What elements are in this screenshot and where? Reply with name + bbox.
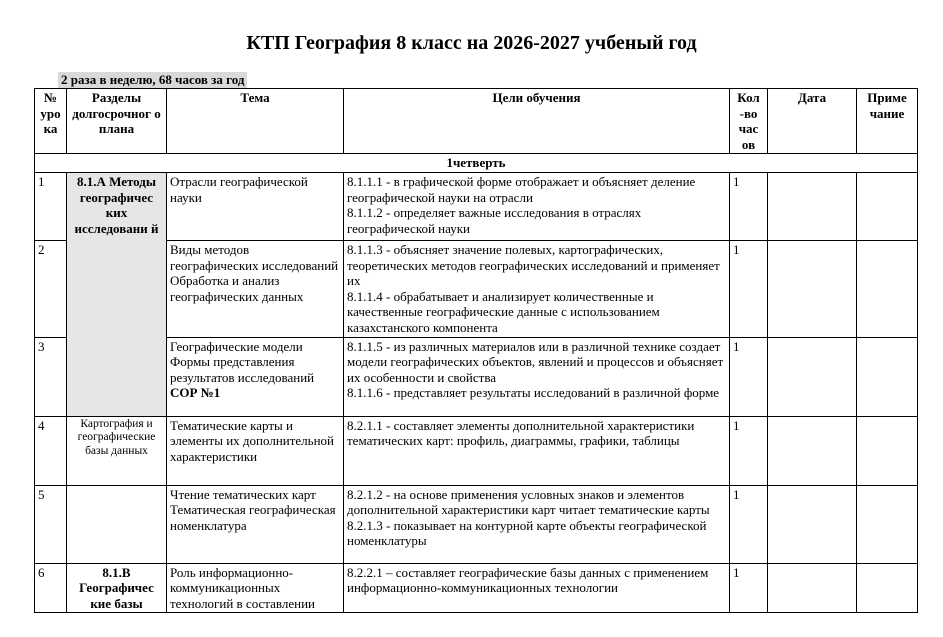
table-row bbox=[35, 563, 918, 613]
topic-text: Отрасли географической науки bbox=[170, 173, 308, 205]
header-lesson-number: № уро ка bbox=[35, 89, 67, 154]
topic-cell bbox=[167, 563, 344, 613]
note-cell bbox=[857, 240, 918, 337]
lesson-number: 3 bbox=[35, 337, 67, 416]
header-note: Приме чание bbox=[857, 89, 918, 154]
goals-cell: 8.1.1.3 - объясняет значение полевых, картографических, теоретических методов географических исследований и применяет их 8.1.1.4 - обрабатывает и анализирует количественные и качественные географические данные с использованием казахстанского компонента bbox=[344, 240, 730, 337]
topic-cell bbox=[167, 485, 344, 563]
hours-cell: 1 bbox=[730, 485, 768, 563]
hours-cell: 1 bbox=[730, 416, 768, 485]
table-row bbox=[35, 337, 918, 416]
note-cell bbox=[857, 563, 918, 613]
topic-text: Тематические карты и элементы их дополнительной характеристики bbox=[170, 417, 335, 464]
topic-cell bbox=[167, 337, 344, 416]
table-row bbox=[35, 416, 918, 485]
table-header-row bbox=[35, 89, 918, 154]
topic-text: Виды методов географических исследований Обработка и анализ географических данных bbox=[170, 241, 339, 304]
goals-cell: 8.1.1.1 - в графической форме отображает и объясняет деление географической науки на отрасли 8.1.1.2 - определяет важные исследования в отраслях географической науки bbox=[344, 172, 730, 240]
date-cell bbox=[768, 337, 857, 416]
section-cell: 8.1.А Методы географичес ких исследовани й bbox=[67, 172, 167, 416]
table-row bbox=[35, 485, 918, 563]
section-cell: 8.1.В Географичес кие базы bbox=[67, 563, 167, 613]
hours-cell: 1 bbox=[730, 172, 768, 240]
table-row bbox=[35, 172, 918, 240]
hours-per-week-note: 2 раза в неделю, 68 часов за год bbox=[58, 72, 247, 88]
quarter-row bbox=[35, 154, 918, 173]
note-cell bbox=[857, 172, 918, 240]
hours-cell: 1 bbox=[730, 240, 768, 337]
table-row bbox=[35, 240, 918, 337]
note-cell bbox=[857, 337, 918, 416]
topic-cell bbox=[167, 172, 344, 240]
section-cell: Картография и географические базы данных bbox=[67, 416, 167, 485]
goals-cell: 8.2.1.2 - на основе применения условных знаков и элементов дополнительной характеристики карт читает тематические карты 8.2.1.3 - показывает на контурной карте объекты географической номенклатуры bbox=[344, 485, 730, 563]
hours-cell: 1 bbox=[730, 563, 768, 613]
topic-text: Чтение тематических карт Тематическая географическая номенклатура bbox=[170, 486, 336, 533]
assessment-label: СОР №1 bbox=[170, 385, 221, 401]
header-section: Разделы долгосрочног о плана bbox=[67, 89, 167, 154]
header-date: Дата bbox=[768, 89, 857, 154]
date-cell bbox=[768, 240, 857, 337]
date-cell bbox=[768, 172, 857, 240]
hours-cell: 1 bbox=[730, 337, 768, 416]
lesson-number: 2 bbox=[35, 240, 67, 337]
quarter-label: 1четверть bbox=[35, 154, 918, 173]
topic-cell bbox=[167, 416, 344, 485]
lesson-plan-table bbox=[34, 88, 918, 613]
lesson-number: 6 bbox=[35, 563, 67, 613]
date-cell bbox=[768, 485, 857, 563]
goals-cell: 8.2.1.1 - составляет элементы дополнительной характеристики тематических карт: профиль, диаграммы, графики, таблицы bbox=[344, 416, 730, 485]
header-topic: Тема bbox=[167, 89, 344, 154]
note-cell bbox=[857, 416, 918, 485]
goals-cell: 8.2.2.1 – составляет географические базы данных с применением информационно-коммуникационных технологии bbox=[344, 563, 730, 613]
lesson-number: 4 bbox=[35, 416, 67, 485]
lesson-number: 5 bbox=[35, 485, 67, 563]
page-title: КТП География 8 класс на 2026-2027 учбеный год bbox=[246, 32, 697, 54]
topic-cell bbox=[167, 240, 344, 337]
header-hours: Кол -во час ов bbox=[730, 89, 768, 154]
lesson-number: 1 bbox=[35, 172, 67, 240]
header-goals: Цели обучения bbox=[344, 89, 730, 154]
date-cell bbox=[768, 563, 857, 613]
note-cell bbox=[857, 485, 918, 563]
goals-cell: 8.1.1.5 - из различных материалов или в различной технике создает модели географических объектов, явлений и процессов и объясняет их особенности и свойства 8.1.1.6 - представляет результаты исследований в различной форме bbox=[344, 337, 730, 416]
date-cell bbox=[768, 416, 857, 485]
section-cell bbox=[67, 485, 167, 563]
topic-text: Роль информационно-коммуникационных технологий в составлении bbox=[170, 564, 316, 611]
topic-text: Географические модели Формы представления результатов исследований bbox=[170, 338, 315, 385]
